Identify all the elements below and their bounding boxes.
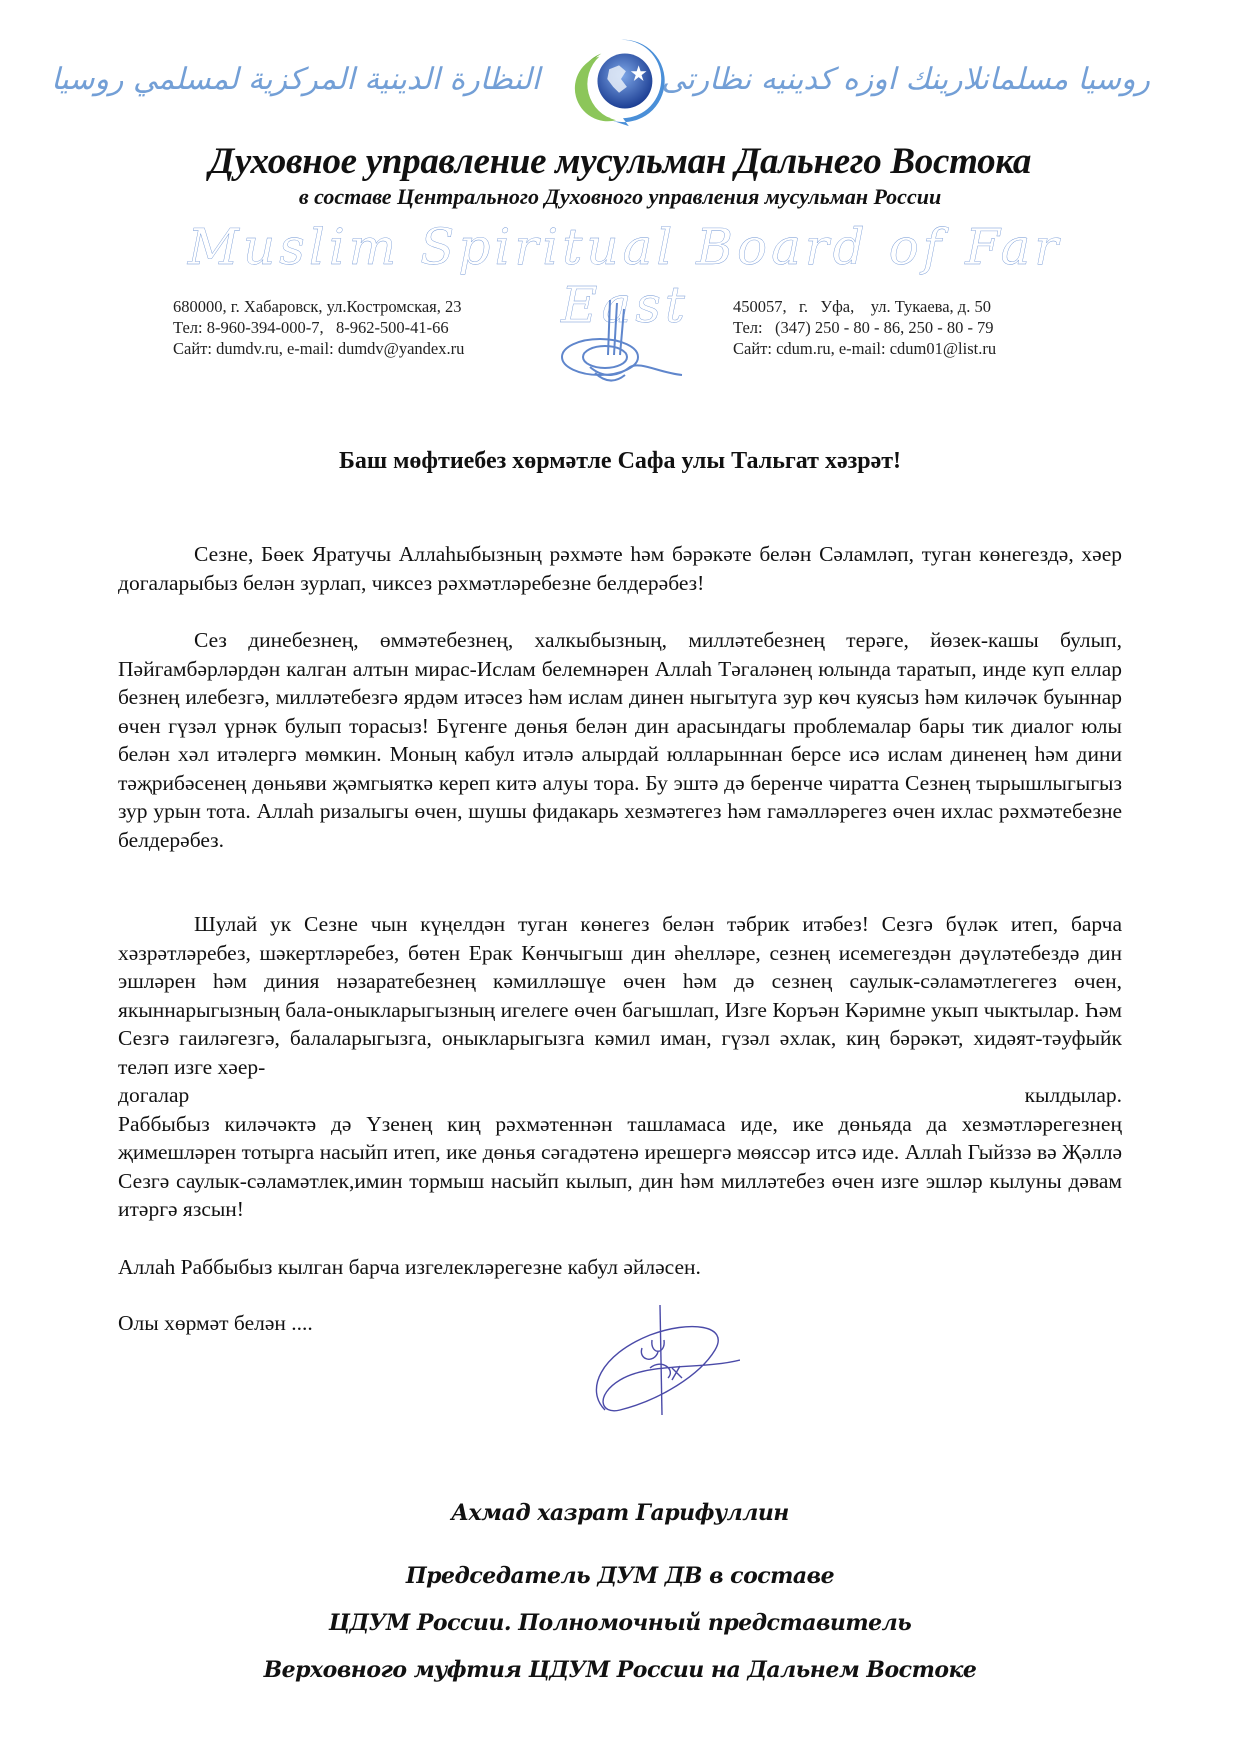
organization-english-name: Muslim Spiritual Board of Far East: [187, 218, 1063, 334]
paragraph-spread-line: [118, 1081, 1122, 1110]
paragraph-text: Аллаһ Раббыбыз кылган барча изгелекләрегезне кабул әйләсен.: [118, 1255, 701, 1279]
signatory-title-line-3: Верховного муфтия ЦДУМ России на Дальнем Востоке: [263, 1657, 977, 1683]
arabic-calligraphy-right: روسيا مسلمانلارينك اوزه كدينيه نظارتى: [661, 62, 1150, 97]
paragraph-1: [118, 540, 1122, 597]
address-ufa: [733, 296, 996, 359]
signatory-title-line-2: ЦДУМ России. Полномочный представитель: [328, 1610, 912, 1636]
signatory-title-line-1: Председатель ДУМ ДВ в составе: [405, 1563, 835, 1589]
address-line: 450057, г. Уфа, ул. Тукаева, д. 50: [733, 297, 991, 316]
paragraph-text: Сез динебезнең, өммәтебезнең, халкыбызның, милләтебезнең терәге, йөзек-кашы булып, Пәйгамбәрләрдән калган алтын мирас-Ислам белемнәрен Аллаһ Тәгаләнең юлында таратып, инде куп еллар безнең илебезгә, милләтебезгә ярдәм итәсез һәм ислам динен ныгытуга зур көч куясыз һәм киләчәк буыннар өчен гүзәл үрнәк булып торасыз! Бүгенге дөнья белән дин арасындагы проблемалар бары тик диалог юлы белән хәл итəлергә мөмкин. Моның кабул итəлə алырдай юлларыннан берсе исә ислам диненең һәм дини тәҗрибәсенең дөньяви җәмгыяткә кереп китә алуы тора. Бу эштә дә беренче чиратта Сезнең тырышлыгыгыз зур урын тота. Аллаһ ризалыгы өчен, шушы фидакарь хезмәтегез һәм гамәлләрегез өчен ихлас рәхмәтебезне белдерәбез.: [118, 628, 1122, 852]
contact-line: Сайт: dumdv.ru, e-mail: dumdv@yandex.ru: [173, 339, 465, 358]
arabic-calligraphy-left: النظارة الدينية المركزية لمسلمي روسيا: [51, 62, 540, 97]
phone-line: Тел: 8-960-394-000-7, 8-962-500-41-66: [173, 318, 449, 337]
spread-left-word: догалар: [118, 1083, 190, 1107]
handwritten-signature-icon: [580, 1300, 740, 1420]
paragraph-text: Сезне, Бөек Яратучы Аллаһыбызның рәхмәте һәм бәрәкәте белән Сәламләп, туган көнегездә, хәер догаларыбыз белән зурлап, чиксез рәхмәтләребезне белдерәбез!: [118, 542, 1122, 595]
contact-line: Сайт: cdum.ru, e-mail: cdum01@list.ru: [733, 339, 997, 358]
letter-greeting: Баш мөфтиебез хөрмәтле Сафа улы Тальгат хәзрәт!: [338, 448, 902, 474]
globe-crescent-logo-icon: [572, 32, 670, 130]
paragraph-2: [118, 626, 1122, 854]
paragraph-text: Шулай ук Сезне чын күңелдән туган көнегез белән тәбрик итәбез! Сезгә бүләк итеп, барча хәзрәтләребез, шәкертләребез, бөтен Ерак Көнчыгыш дин әһелләре, сезнең исемегездән дәүләтебездә дин эшләрен һәм диния нәзаратебезнең кәмилләшүе өчен һәм дә сезнең саулык-сәламәтлегегез өчен, якыннарыгызның бала-оныкларыгызның игелеге өчен багышлап, Изге Коръән Кәримне укып чыктылар. Һәм Сезгә гаиләгезгә, балаларыгызга, оныкларыгызга кәмил иман, гүзәл әхлак, киң бәрәкәт, хидәят-тәуфыйк теләп изге хәер-: [118, 912, 1122, 1079]
paragraph-3: [118, 910, 1122, 1224]
organization-title: Духовное управление мусульман Дальнего Востока: [208, 141, 1032, 182]
tughra-emblem-icon: [550, 295, 685, 395]
address-khabarovsk: [173, 296, 464, 359]
signatory-name: Ахмад хазрат Гарифуллин: [451, 1500, 789, 1526]
organization-subtitle: в составе Центрального Духовного управления мусульман России: [298, 184, 942, 209]
paragraph-continuation: Раббыбыз киләчәктә дә Үзенең киң рәхмәтеннән ташламаса иде, ике дөньяда да хезмәтләрегезнең җимешләрен тотырга насыйп итеп, ике дөнья сәгадәтенә ирешергә мөяссәр итсә иде. Аллаһ Гыйззә вә Җәллә Сезгә саулык-сәламәтлек,имин тормыш насыйп кылып, дин һәм милләтебез өчен изге эшләр кылуны дәвам итәргә язсын!: [118, 1111, 1122, 1221]
closing-text: Олы хөрмәт белән ....: [118, 1311, 313, 1335]
phone-line: Тел: (347) 250 - 80 - 86, 250 - 80 - 79: [733, 318, 994, 337]
paragraph-4: [118, 1253, 1122, 1282]
spread-right-word: кылдылар.: [1024, 1083, 1122, 1107]
address-line: 680000, г. Хабаровск, ул.Костромская, 23: [173, 297, 462, 316]
